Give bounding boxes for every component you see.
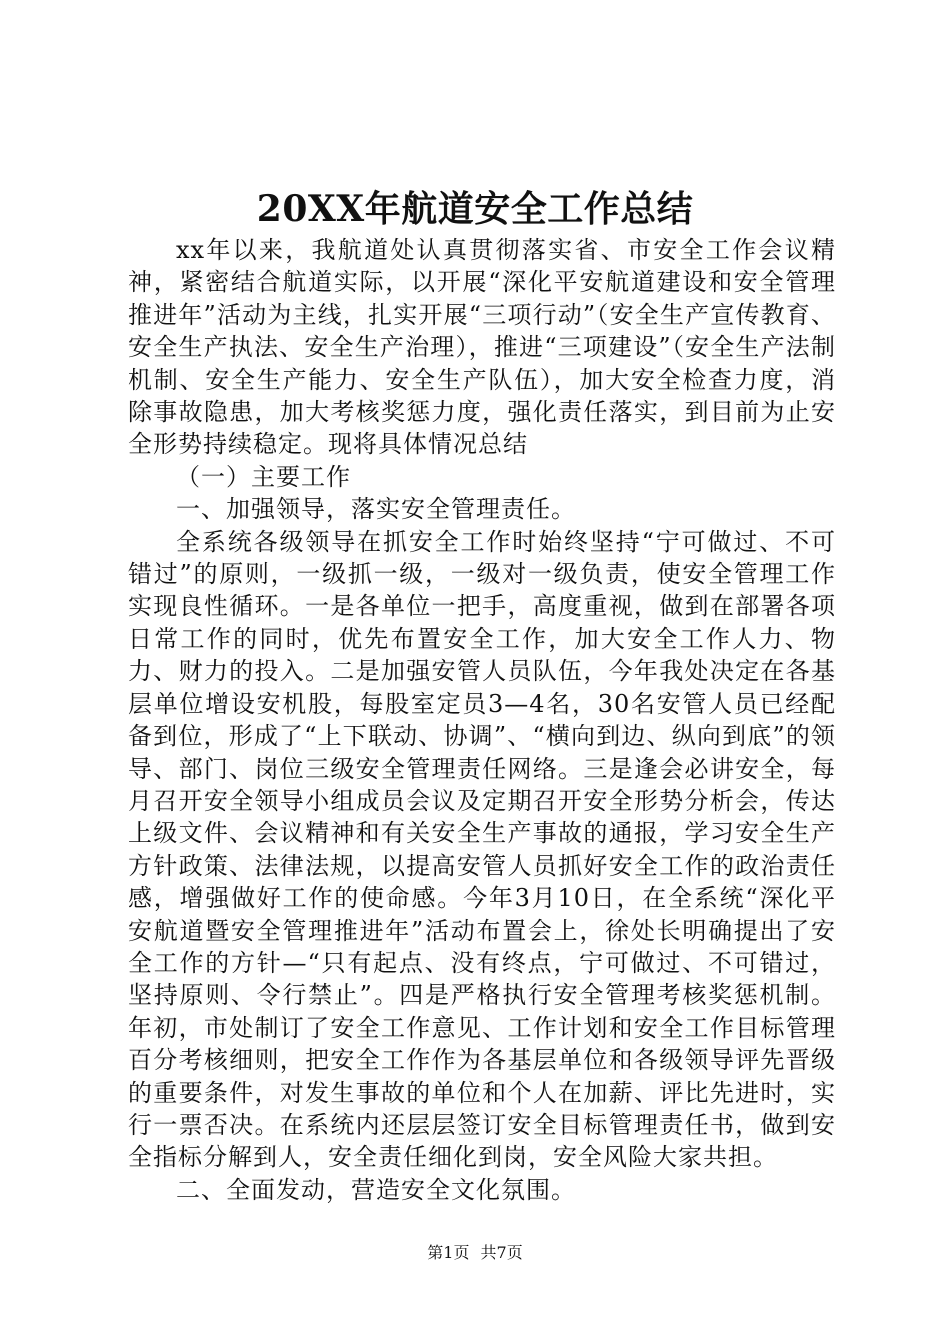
page-footer bbox=[0, 1240, 950, 1263]
document-body bbox=[128, 234, 836, 1206]
document-title: 20XX年航道安全工作总结 bbox=[256, 188, 694, 230]
item2-heading: 二、全面发动，营造安全文化氛围。 bbox=[176, 1175, 576, 1204]
intro-paragraph: xx年以来，我航道处认真贯彻落实省、市安全工作会议精神，紧密结合航道实际，以开展“深化平安航道建设和安全管理推进年”活动为主线，扎实开展“三项行动”（安全生产宣传教育、安全生产执法、安全生产治理），推进“三项建设”（安全生产法制机制、安全生产能力、安全生产队伍），加大安全检查力度，消除事故隐患，加大考核奖惩力度，强化责任落实，到目前为止安全形势持续稳定。现将具体情况总结 bbox=[128, 236, 836, 459]
section-heading: （一）主要工作 bbox=[176, 462, 351, 491]
item1-heading: 一、加强领导，落实安全管理责任。 bbox=[176, 495, 576, 524]
item1-paragraph: 全系统各级领导在抓安全工作时始终坚持“宁可做过、不可错过”的原则，一级抓一级，一级对一级负责，使安全管理工作实现良性循环。一是各单位一把手，高度重视，做到在部署各项日常工作的同时，优先布置安全工作，加大安全工作人力、物力、财力的投入。二是加强安管人员队伍，今年我处决定在各基层单位增设安机股，每股室定员3—4名，30名安管人员已经配备到位，形成了“上下联动、协调”、“横向到边、纵向到底”的领导、部门、岗位三级安全管理责任网络。三是逢会必讲安全，每月召开安全领导小组成员会议及定期召开安全形势分析会，传达上级文件、会议精神和有关安全生产事故的通报，学习安全生产方针政策、法律法规，以提高安管人员抓好安全工作的政治责任感，增强做好工作的使命感。今年3月10日，在全系统“深化平安航道暨安全管理推进年”活动布置会上，徐处长明确提出了安全工作的方针—“只有起点、没有终点，宁可做过、不可错过，坚持原则、令行禁止”。四是严格执行安全管理考核奖惩机制。年初，市处制订了安全工作意见、工作计划和安全工作目标管理百分考核细则，把安全工作作为各基层单位和各级领导评先晋级的重要条件，对发生事故的单位和个人在加薪、评比先进时，实行一票否决。在系统内还层层签订安全目标管理责任书，做到安全指标分解到人，安全责任细化到岗，安全风险大家共担。 bbox=[128, 527, 836, 1172]
page-total: 共7页 bbox=[480, 1243, 523, 1262]
page-number: 第1页 bbox=[427, 1243, 470, 1262]
